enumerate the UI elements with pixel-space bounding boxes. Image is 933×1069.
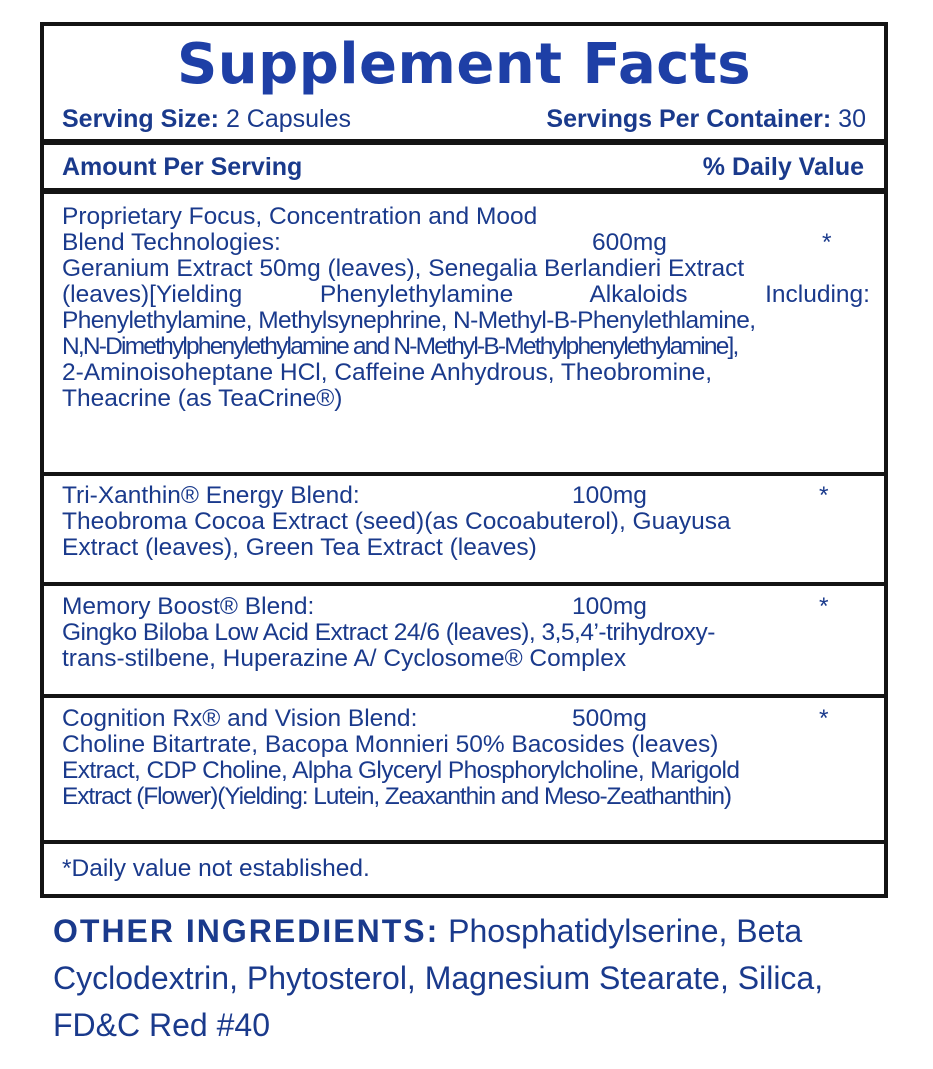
blend-amount: 100mg [572,482,647,509]
ingredient-line: Choline Bitartrate, Bacopa Monnieri 50% Bacosides (leaves) [62,731,719,758]
servings-per-container [546,102,866,136]
serving-size-value: 2 Capsules [219,105,352,133]
serving-size [62,102,351,136]
ingredient-line: 2-Aminoisoheptane HCl, Caffeine Anhydrous, Theobromine, [62,359,713,386]
ingredient-line: N,N-Dimethylphenylethylamine and N-Methyl-B-Methylphenylethylamine], [62,333,738,360]
blend-name-row [62,483,870,509]
blend-name-row [62,230,870,256]
thick-divider [44,188,884,194]
blend-amount: 600mg [592,229,667,256]
serving-size-label: Serving Size: [62,105,219,133]
blend-section-focus [62,204,870,412]
other-ingredients-label: OTHER INGREDIENTS: [53,913,440,949]
section-divider [44,472,884,476]
blend-section-tri-xanthin [62,483,870,561]
other-ingredients-text: Phosphatidylserine, Beta Cyclodextrin, Phytosterol, Magnesium Stearate, Silica, FD&C Red #40 [53,913,824,1043]
blend-name: Blend Technologies: [62,229,281,256]
ingredient-line: Extract (leaves), Green Tea Extract (leaves) [62,534,537,561]
blend-name: Cognition Rx® and Vision Blend: [62,705,418,732]
daily-value-header: % Daily Value [702,153,864,181]
panel-title: Supplement Facts [176,32,752,97]
ingredient-line: Phenylethylamine, Methylsynephrine, N-Methyl-B-Phenylethlamine, [62,307,756,334]
ingredient-line: Theobroma Cocoa Extract (seed)(as Cocoabuterol), Guayusa [62,508,731,535]
blend-section-cognition-rx [62,706,870,810]
servings-per-value: 30 [831,105,866,133]
serving-info-row [62,102,866,136]
ingredient-line: Geranium Extract 50mg (leaves), Senegalia Berlandieri Extract [62,255,745,282]
blend-daily-value: * [819,705,829,732]
blend-amount: 500mg [572,705,647,732]
blend-daily-value: * [822,229,832,256]
section-divider [44,694,884,698]
other-ingredients [53,908,888,1049]
ingredient-line: Gingko Biloba Low Acid Extract 24/6 (leaves), 3,5,4’-trihydroxy- [62,619,715,646]
blend-name: Memory Boost® Blend: [62,593,315,620]
supplement-facts-panel [40,22,888,898]
blend-daily-value: * [819,482,829,509]
section-divider [44,840,884,844]
blend-name-row [62,706,870,732]
column-header-row [62,149,864,185]
blend-name: Tri-Xanthin® Energy Blend: [62,482,360,509]
blend-name: Proprietary Focus, Concentration and Mood [62,203,538,230]
servings-per-label: Servings Per Container: [546,105,832,133]
ingredient-line: trans-stilbene, Huperazine A/ Cyclosome® Complex [62,645,627,672]
blend-section-memory-boost [62,594,870,672]
section-divider [44,582,884,586]
ingredient-line: Theacrine (as TeaCrine®) [62,385,343,412]
ingredient-line: Extract (Flower)(Yielding: Lutein, Zeaxanthin and Meso-Zeathanthin) [62,783,731,810]
blend-amount: 100mg [572,593,647,620]
daily-value-footnote: *Daily value not established. [62,855,370,882]
ingredient-line: (leaves)[Yielding Phenylethylamine Alkaloids Including: [62,281,870,308]
ingredient-line: Extract, CDP Choline, Alpha Glyceryl Phosphorylcholine, Marigold [62,757,740,784]
blend-name-row [62,594,870,620]
blend-daily-value: * [819,593,829,620]
thick-divider [44,139,884,145]
amount-per-serving-header: Amount Per Serving [62,153,303,181]
